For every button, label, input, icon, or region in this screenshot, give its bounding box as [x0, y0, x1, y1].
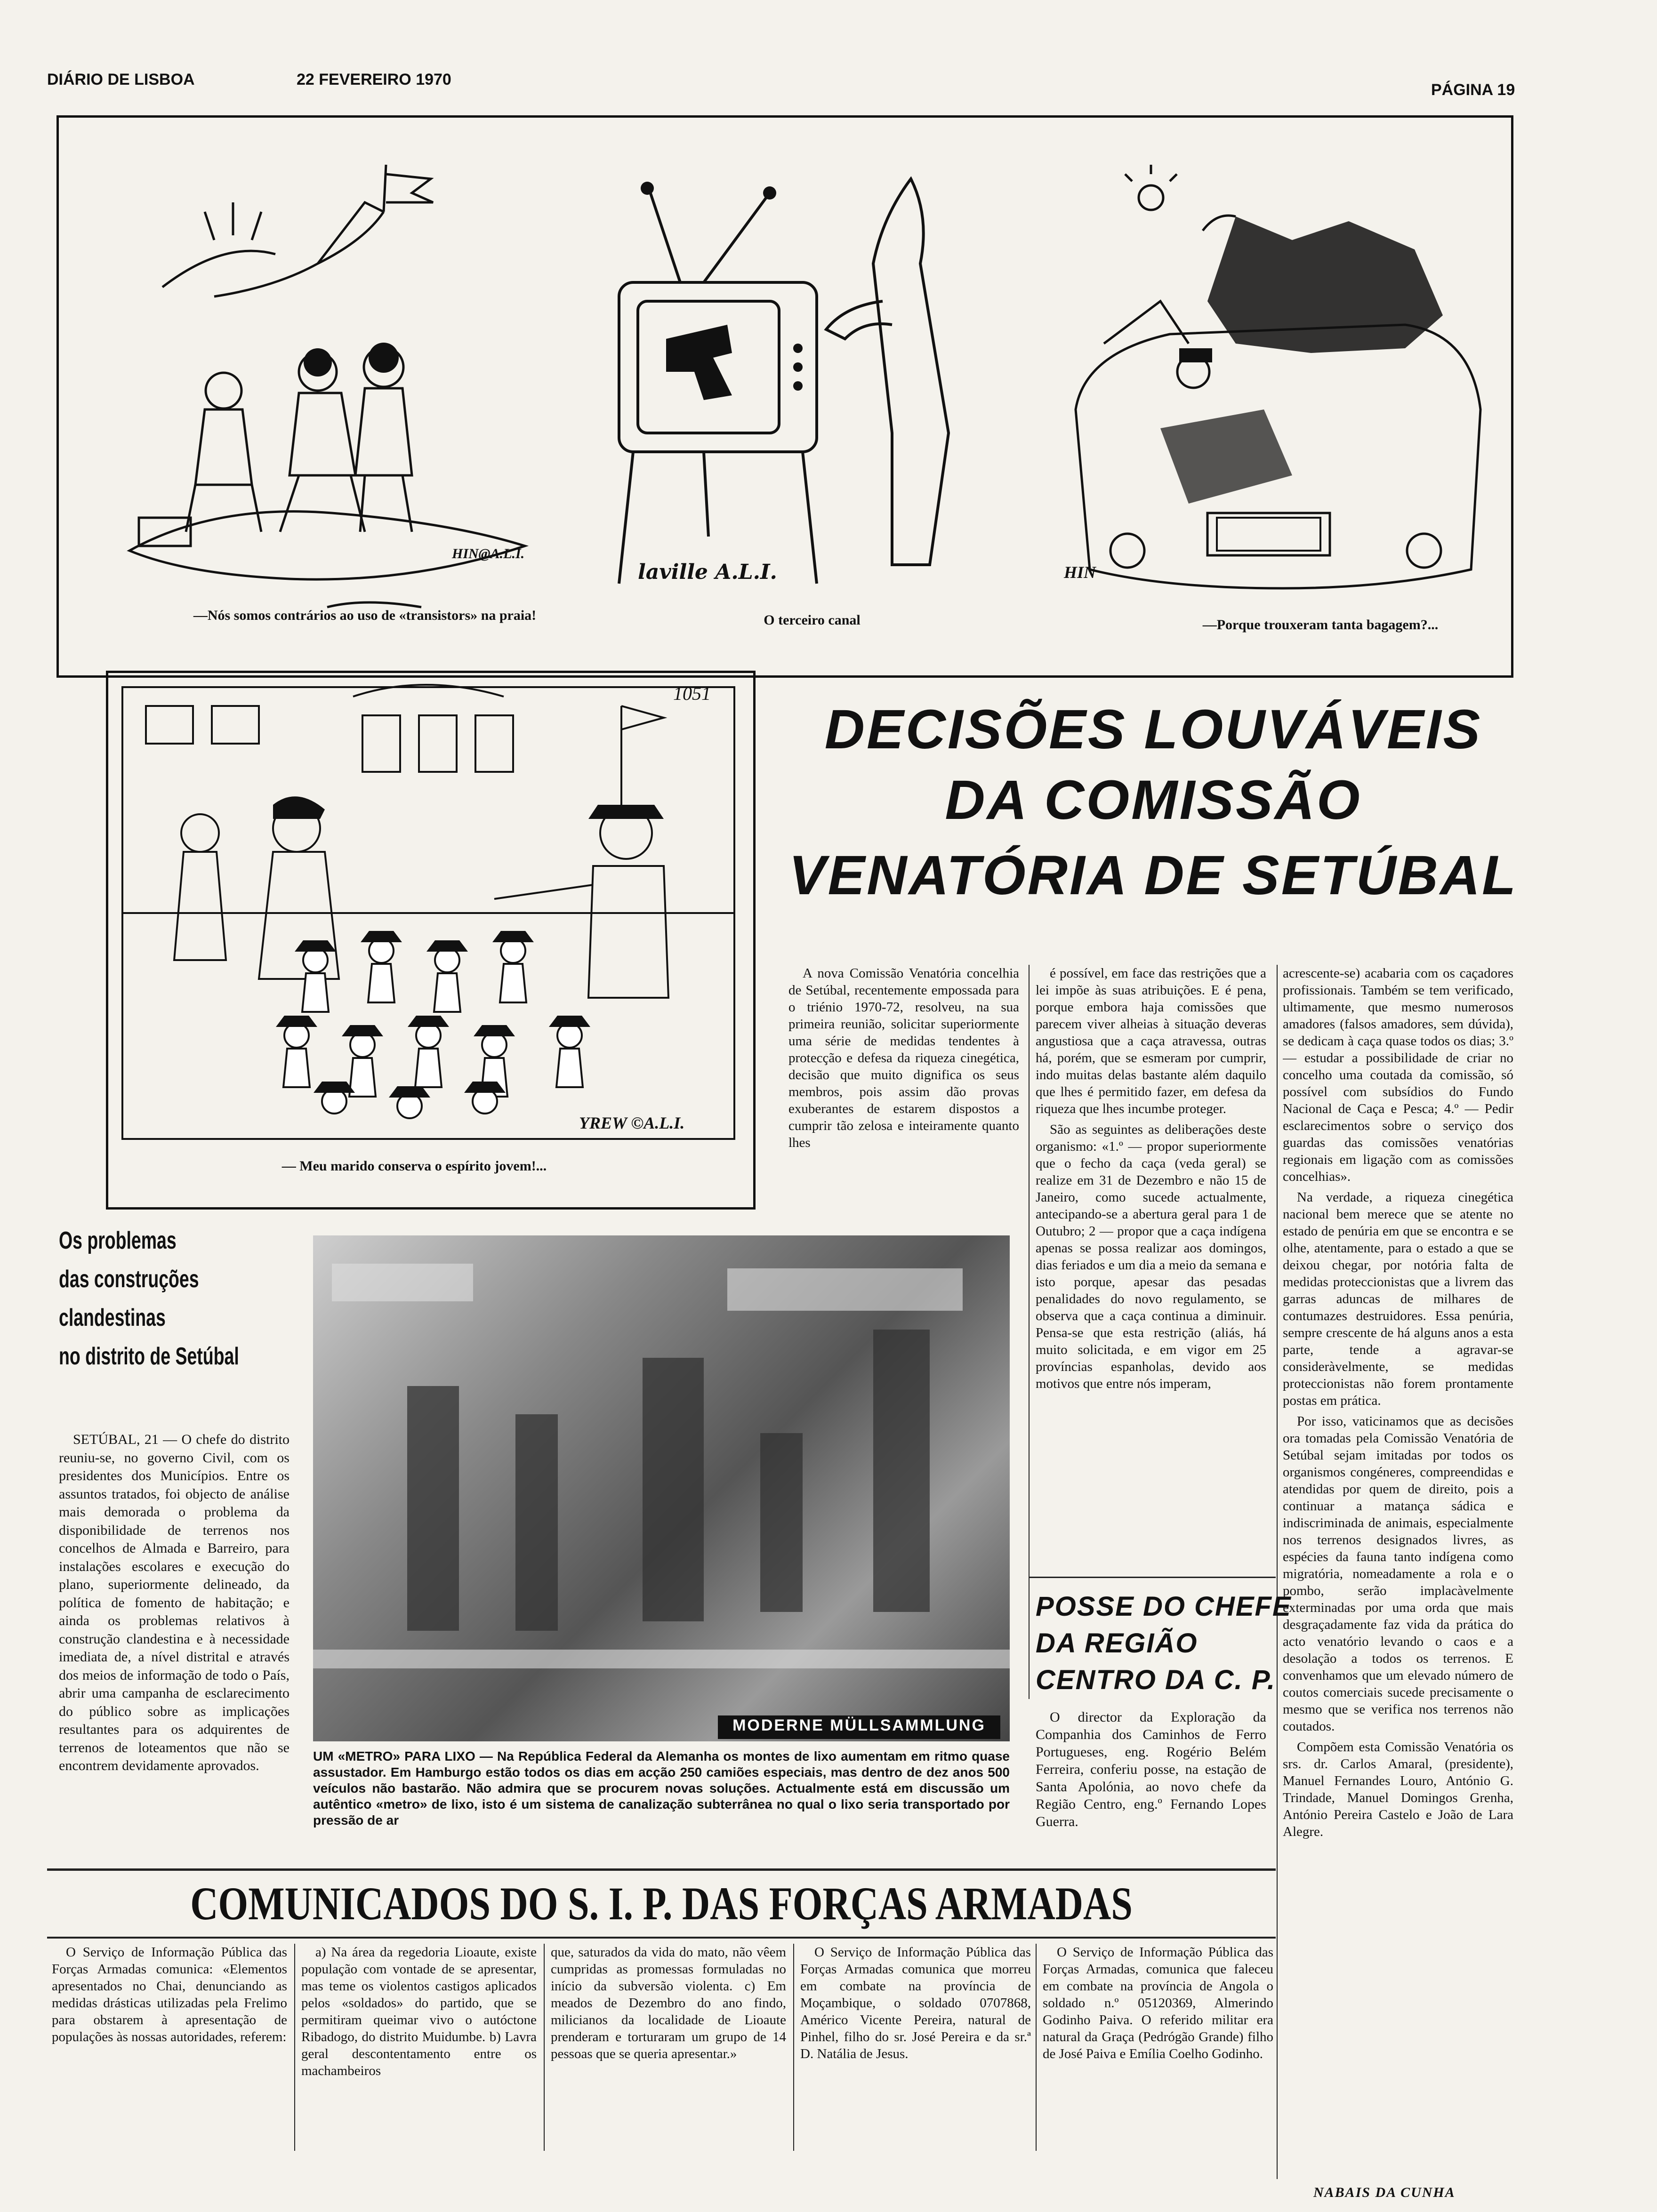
- section-rule: [1029, 1577, 1276, 1578]
- newspaper-name: DIÁRIO DE LISBOA: [47, 71, 195, 88]
- main-article-col2-text-a: é possível, em face das restrições que a lei impõe às suas atribuições. E é pena, porque embora haja comissões que parecem viver alheias à situação deveras angustiosa que a caça atravessa, outras há, porém, que se esmeram por cumprir, indo muitas delas bastante além daquilo que lhes é permitido fazer, em defesa da riqueza que lhes incumbe proteger.: [1036, 966, 1266, 1116]
- main-article-col3-text: acrescente-se) acabaria com os caçadores profissionais. Também se tem verificado, ultimamente, que mesmo numerosos amadores (falsos amadores, sem dúvida), se dedicam à caça quase todos os dias; 3.º — estudar a possibilidade de criar no concelho uma coutada da comissão, só possível com subsídios do Fundo Nacional de Caça e Pesca; 4.º — Pedir esclarecimentos sobre o serviço dos guardas das comissões venatórias regionais em ligação com as comissões concelhias».: [1283, 966, 1513, 1184]
- side-headline-line3: clandestinas: [59, 1304, 166, 1331]
- cartoon-4-number: 1051: [673, 683, 711, 704]
- side-headline-line1: Os problemas: [59, 1227, 177, 1254]
- scouts-cartoon: [118, 678, 744, 1153]
- comunicados-col1-text: O Serviço de Informação Pública das Forças Armadas comunica: «Elementos apresentados no Chai, denunciando as medidas drásticas utilizadas pela Frelimo para obstarem à apresentação de populações às nossas autoridades, referem:: [52, 1945, 287, 2044]
- comunicados-col4: [800, 1944, 1031, 2151]
- posse-headline-line1: POSSE DO CHEFE: [1036, 1591, 1292, 1622]
- main-article-signature: NABAIS DA CUNHA: [1313, 2185, 1456, 2200]
- posse-headline-line3: CENTRO DA C. P.: [1036, 1665, 1276, 1695]
- cartoon-2-caption: O terceiro canal: [764, 612, 861, 628]
- main-article-col2: [1036, 965, 1266, 1577]
- main-article-col3-text-d: Compõem esta Comissão Venatória os srs. dr. Carlos Amaral, (presidente), Manuel Fernandes Louro, António G. Trindade, Manuel Domingos Grenha, António Pereira Castelo e João de Lara Alegre.: [1283, 1739, 1513, 1839]
- photo-caption: UM «METRO» PARA LIXO — Na República Federal da Alemanha os montes de lixo aumentam em ritmo quase assustador. Em Hamburgo estão todos os dias em acção 250 camiões especiais, mas dentro de dez anos 500 veículos não bastarão. Não admira que se procurem novas soluções. Actualmente está em discussão um autêntico «metro» de lixo, isto é um sistema de canalização subterrânea no qual o lixo seria transportado por pressão de ar: [313, 1749, 1010, 1827]
- side-article-body: [59, 1431, 290, 1854]
- column-rule: [1029, 965, 1030, 1699]
- cartoon-strip-frame: [56, 115, 1513, 678]
- page-number: PÁGINA 19: [1431, 81, 1515, 99]
- comunicados-col2-text: a) Na área da regedoria Lioaute, existe população com vontade de se apresentar, mas teme os violentos castigos aplicados pelos «soldados» do partido, que se permitiram queimar vivo o autóctone Ribadogo, do distrito Muidumbe. b) Lavra geral descontentamento entre os machambeiros: [301, 1945, 537, 2078]
- cartoon-2-signature: laville A.L.I.: [638, 560, 777, 584]
- column-rule: [294, 1944, 295, 2151]
- main-article-col3-text-b: Na verdade, a riqueza cinegética nacional bem merece que se atente no estado de penúria em que se encontra e se olhe, atentamente, para o estado a que se deixou chegar, por notória falta de medidas proteccionistas que a livrem das garras aduncas de milhares de contumazes destruidores. Essa penúria, sempre crescente de há alguns anos a esta parte, tende a agravar-se consideràvelmente, se medidas proteccionistas não forem prontamente postas em prática.: [1283, 1190, 1513, 1408]
- posse-body: [1036, 1708, 1266, 1864]
- cartoon-1-caption: —Nós somos contrários ao uso de «transistors» na praia!: [193, 608, 537, 623]
- main-headline-line2: DA COMISSÃO: [945, 769, 1362, 831]
- cartoon-scouts-frame: [106, 671, 756, 1210]
- comunicados-col2: [301, 1944, 537, 2151]
- main-article-col3-text-c: Por isso, vaticinamos que as decisões ora tomadas pela Comissão Venatória de Setúbal sejam imitadas por todos os organismos congéneres, compreendidas e atendidas por quem de direito, pois a continuar a matança sádica e indiscriminada de animais, especialmente nos terrenos designados livres, as espécies da fauna tanto indígena como migratória, nomeadamente a rola e o pombo, serão implacàvelmente exterminadas por uma orda que mais desgraçadamente faz vida da prática do acto venatório levando o caos e a desolação a todos os terrenos. E convenhamos que um elevado número de coutos comerciais sucede precisamente o mesmo que se verifica nos terrenos não coutados.: [1283, 1414, 1513, 1734]
- section-rule: [47, 1937, 1276, 1939]
- main-headline-line3: VENATÓRIA DE SETÚBAL: [788, 844, 1518, 906]
- cartoon-3-signature: HIN: [1064, 563, 1096, 582]
- comunicados-col4-text: O Serviço de Informação Pública das Forças Armadas comunica que morreu em combate na província de Moçambique, o soldado 0707868, Américo Vicente Pereira, natural de Pinhel, filho do sr. José Pereira e da sr.ª D. Natália de Jesus.: [800, 1945, 1031, 2061]
- column-rule: [793, 1944, 794, 2151]
- column-rule: [1277, 965, 1278, 2179]
- comunicados-col3: [551, 1944, 786, 2151]
- main-article-col1-text: A nova Comissão Venatória concelhia de Setúbal, recentemente empossada para o triénio 1970-72, resolveu, na sua primeira reunião, solicitar superiormente uma série de medidas tendentes à protecção e defesa da riqueza cinegética, decisão que muito dignifica os seus membros, pois assim dão provas exuberantes de estarem dispostos a cumprir tão zelosa e inteiramente quanto lhes: [788, 966, 1019, 1150]
- photo-illustration: [313, 1235, 1010, 1741]
- cartoon-3-caption: —Porque trouxeram tanta bagagem?...: [1202, 617, 1439, 633]
- side-headline-line4: no distrito de Setúbal: [59, 1343, 239, 1370]
- posse-text: O director da Exploração da Companhia dos Caminhos de Ferro Portugueses, eng. Rogério Belém Ferreira, conferiu posse, na estação de Santa Apolónia, ao novo chefe da Região Centro, eng.º Fernando Lopes Guerra.: [1036, 1709, 1266, 1829]
- cartoon-4-caption: — Meu marido conserva o espírito jovem!...: [282, 1158, 547, 1174]
- main-article-col3: [1283, 965, 1513, 2184]
- comunicados-title: COMUNICADOS DO S. I. P. DAS FORÇAS ARMADAS: [190, 1877, 1133, 1930]
- section-rule: [47, 1868, 1276, 1871]
- cartoon-1-signature: HIN@A.L.I.: [452, 546, 525, 561]
- comunicados-col3-text: que, saturados da vida do mato, não vêem cumpridas as promessas formuladas no início da subversão violenta. c) Em meados de Dezembro do ano findo, milicianos da localidade de Lioaute prenderam e torturaram um grupo de 14 pessoas que se queria apresentar.»: [551, 1945, 786, 2061]
- comunicados-col1: [52, 1944, 287, 2151]
- column-rule: [1036, 1944, 1037, 2151]
- car-cartoon: [1047, 146, 1499, 617]
- side-article-text: SETÚBAL, 21 — O chefe do distrito reuniu-se, no governo Civil, com os presidentes dos Municípios. Entre os assuntos tratados, foi objecto de análise mais demorada o problema da disponibilidade de terrenos nos concelhos de Almada e Barreiro, para instalações escolares e execução do plano, superiormente delineado, da política de fomento de habitação; e ainda os problemas relativos à construção clandestina e à necessidade imediata de, a nível distrital e através dos meios de informação de todo o País, abrir uma campanha de esclarecimento do público sobre as implicações resultantes para os adquirentes de terrenos de loteamentos que não se encontrem devidamente aprovados.: [59, 1432, 290, 1773]
- main-article-col1: [788, 965, 1019, 1205]
- cartoon-4-signature: YREW ©A.L.I.: [579, 1114, 685, 1132]
- comunicados-col5-text: O Serviço de Informação Pública das Forças Armadas, comunica que faleceu em combate na província de Angola o soldado n.º 05120369, Almerindo Godinho Paiva. O referido militar era natural da Graça (Pedrógão Grande) filho de José Paiva e Emília Coelho Godinho.: [1043, 1945, 1273, 2061]
- side-headline-line2: das construções: [59, 1266, 199, 1293]
- photo-sign-text: MODERNE MÜLLSAMMLUNG: [732, 1716, 986, 1734]
- issue-date: 22 FEVEREIRO 1970: [297, 71, 451, 88]
- tv-cartoon: [591, 151, 1014, 626]
- posse-headline-line2: DA REGIÃO: [1036, 1628, 1198, 1659]
- column-rule: [544, 1944, 545, 2151]
- comunicados-col5: [1043, 1944, 1273, 2151]
- main-headline-line1: DECISÕES LOUVÁVEIS: [824, 698, 1482, 761]
- garbage-metro-photo: [313, 1235, 1010, 1741]
- main-article-col2-text-b: São as seguintes as deliberações deste organismo: «1.º — propor superiormente que o fecho da caça (veda geral) se realize em 31 de Dezembro e não 15 de Janeiro, como sucede actualmente, antecipando-se a abertura geral para 1 de Outubro; 2 — propor que a caça indígena apenas se possa realizar aos domingos, dias feriados e um dia a meio da semana e isto porque, apesar das pesadas penalidades do novo regulamento, se observa que a caça continua a diminuir. Pensa-se que esta restrição (aliás, há muito solicitada, e em vigor em 25 províncias espanholas, devido aos motivos que entre nós imperam,: [1036, 1122, 1266, 1391]
